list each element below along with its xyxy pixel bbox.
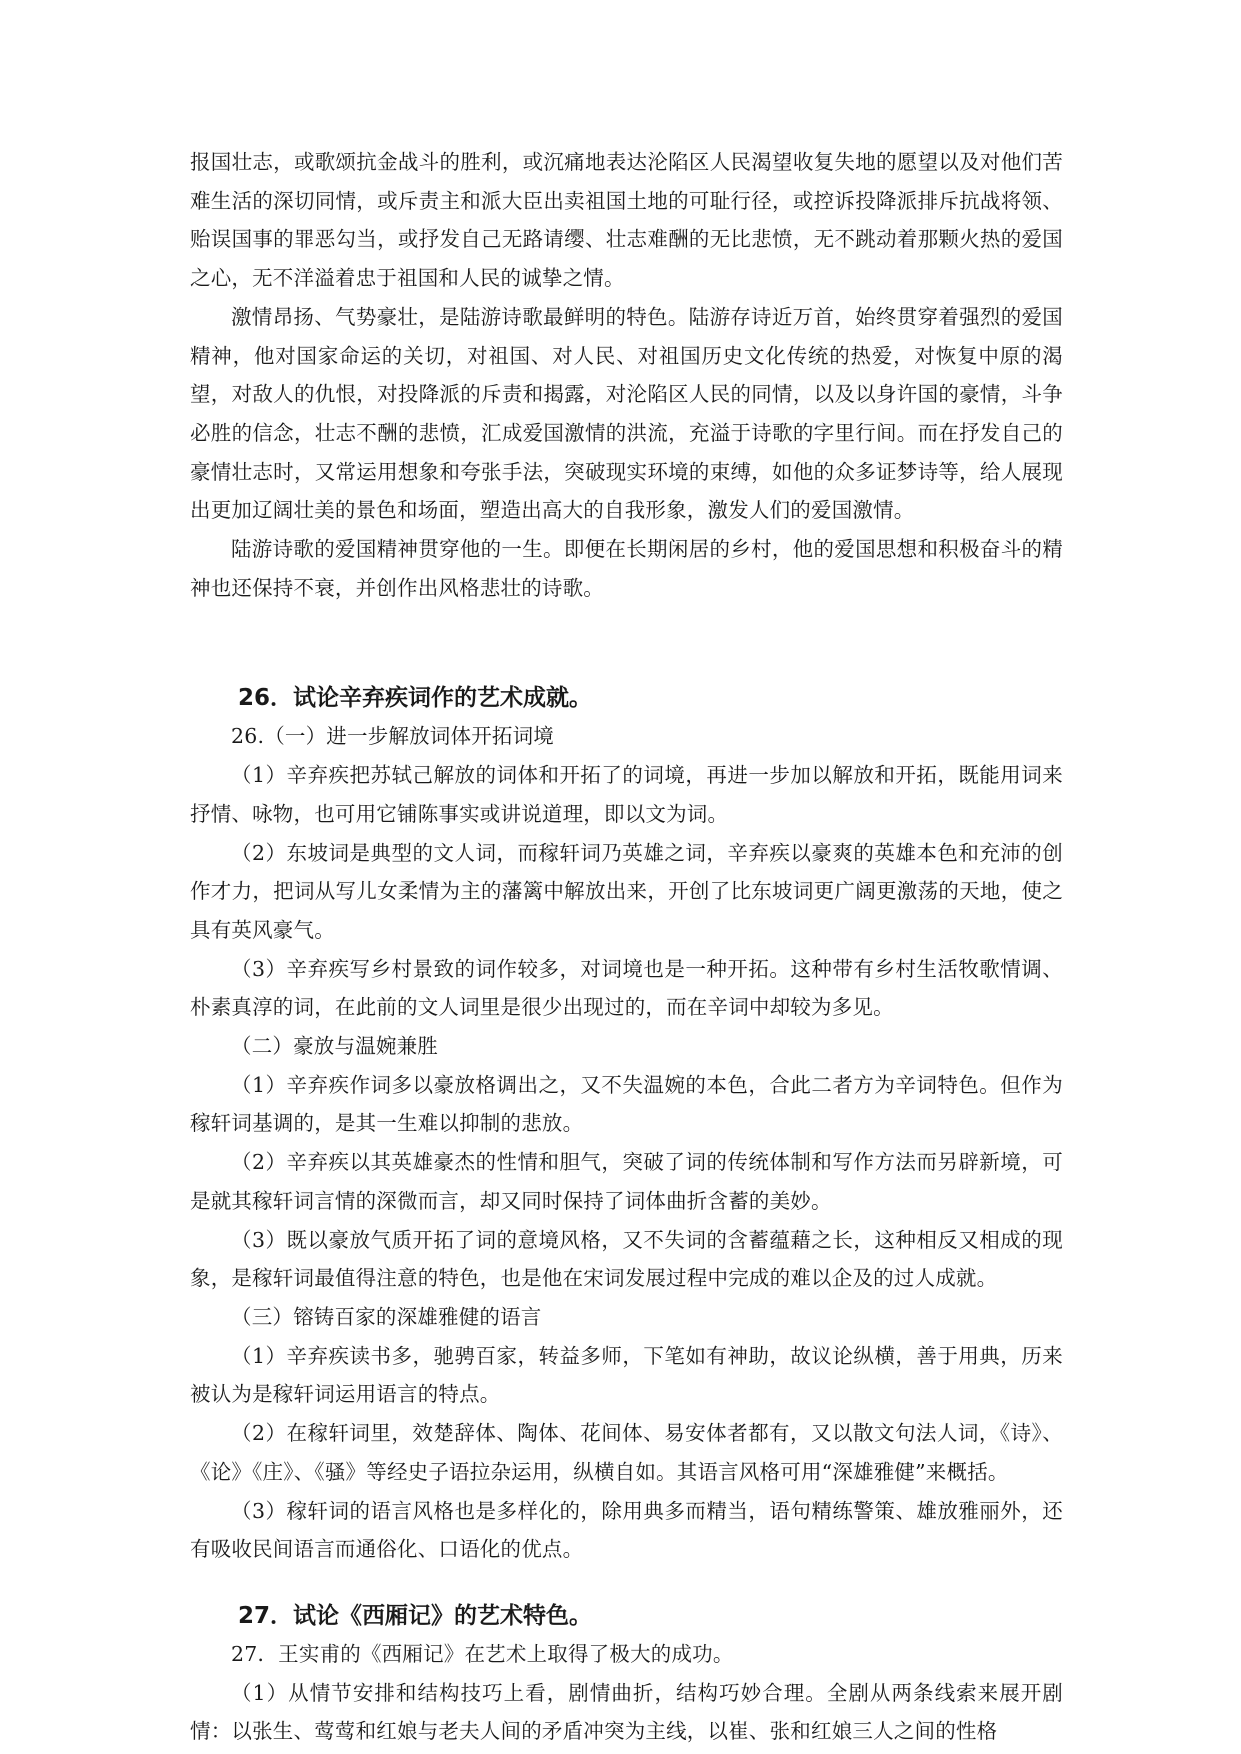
paragraph: （2）东坡词是典型的文人词，而稼轩词乃英雄之词，辛弃疾以豪爽的英雄本色和充沛的创作才力，把词从写儿女柔情为主的藩篱中解放出来，开创了比东坡词更广阔更激荡的天地，使之具有英风豪气。 — [190, 840, 1063, 942]
paragraph: （3）辛弃疾写乡村景致的词作较多，对词境也是一种开拓。这种带有乡村生活牧歌情调、朴素真淳的词，在此前的文人词里是很少出现过的，而在辛词中却较为多见。 — [190, 956, 1063, 1020]
paragraph: 陆游诗歌的爱国精神贯穿他的一生。即便在长期闲居的乡村，他的爱国思想和积极奋斗的精神也还保持不衰，并创作出风格悲壮的诗歌。 — [190, 537, 1063, 600]
paragraph: （3）稼轩词的语言风格也是多样化的，除用典多而精当，语句精练警策、雄放雅丽外，还有吸收民间语言而通俗化、口语化的优点。 — [190, 1498, 1063, 1562]
paragraph: （1）从情节安排和结构技巧上看，剧情曲折，结构巧妙合理。全剧从两条线索来展开剧情：以张生、莺莺和红娘与老夫人间的矛盾冲突为主线，以崔、张和红娘三人之间的性格 — [190, 1680, 1063, 1744]
intro-line: 27．王实甫的《西厢记》在艺术上取得了极大的成功。 — [231, 1641, 734, 1666]
paragraph: 报国壮志，或歌颂抗金战斗的胜利，或沉痛地表达沦陷区人民渴望收复失地的愿望以及对他们苦难生活的深切同情，或斥责主和派大臣出卖祖国土地的可耻行径，或控诉投降派排斥抗战将领、贻误国事的罪恶勾当，或抒发自己无路请缨、壮志难酬的无比悲愤，无不跳动着那颗火热的爱国之心，无不洋溢着忠于祖国和人民的诚挚之情。 — [190, 150, 1063, 291]
subsection-title: 26.（一）进一步解放词体开拓词境 — [231, 724, 555, 749]
paragraph: （1）辛弃疾把苏轼己解放的词体和开拓了的词境，再进一步加以解放和开拓，既能用词来抒情、咏物，也可用它铺陈事实或讲说道理，即以文为词。 — [190, 763, 1063, 826]
subsection-title: （二）豪放与温婉兼胜 — [231, 1034, 438, 1059]
question-27-heading: 27．试论《西厢记》的艺术特色。 — [238, 1602, 593, 1629]
paragraph: 激情昂扬、气势豪壮，是陆游诗歌最鲜明的特色。陆游存诗近万首，始终贯穿着强烈的爱国精神，他对国家命运的关切，对祖国、对人民、对祖国历史文化传统的热爱，对恢复中原的渴望，对敌人的仇恨，对投降派的斥责和揭露，对沦陷区人民的同情，以及以身许国的豪情，斗争必胜的信念，壮志不酬的悲愤，汇成爱国激情的洪流，充溢于诗歌的字里行间。而在抒发自己的豪情壮志时，又常运用想象和夸张手法，突破现实环境的束缚，如他的众多证梦诗等，给人展现出更加辽阔壮美的景色和场面，塑造出高大的自我形象，激发人们的爱国激情。 — [190, 304, 1063, 523]
paragraph: （1）辛弃疾作词多以豪放格调出之，又不失温婉的本色，合此二者方为辛词特色。但作为稼轩词基调的，是其一生难以抑制的悲放。 — [190, 1072, 1063, 1136]
paragraph: （3）既以豪放气质开拓了词的意境风格，又不失词的含蓄蕴藉之长，这种相反又相成的现象，是稼轩词最值得注意的特色，也是他在宋词发展过程中完成的难以企及的过人成就。 — [190, 1227, 1063, 1291]
document-page — [190, 143, 1063, 1751]
paragraph: （2）在稼轩词里，效楚辞体、陶体、花间体、易安体者都有，又以散文句法人词，《诗》、《论》《庄》、《骚》等经史子语拉杂运用，纵横自如。其语言风格可用“深雄雅健”来概括。 — [190, 1421, 1063, 1484]
paragraph: （2）辛弃疾以其英雄豪杰的性情和胆气，突破了词的传统体制和写作方法而另辟新境，可是就其稼轩词言情的深微而言，却又同时保持了词体曲折含蓄的美妙。 — [190, 1150, 1063, 1213]
subsection-title: （三）镕铸百家的深雄雅健的语言 — [231, 1304, 542, 1329]
paragraph: （1）辛弃疾读书多，驰骋百家，转益多师，下笔如有神助，故议论纵横，善于用典，历来被认为是稼轩词运用语言的特点。 — [190, 1343, 1063, 1407]
question-26-heading: 26．试论辛弃疾词作的艺术成就。 — [238, 685, 593, 712]
